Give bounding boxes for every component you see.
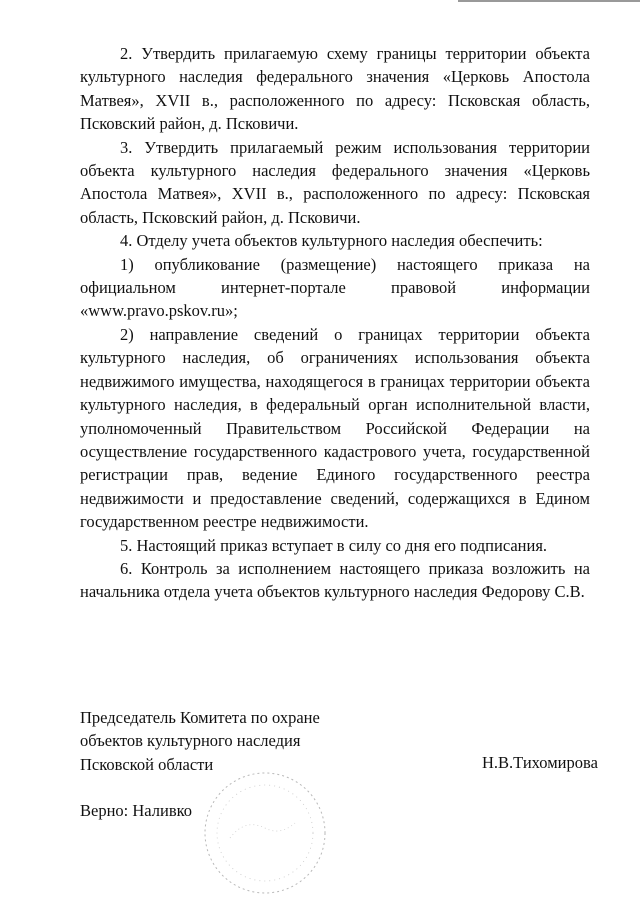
signer-position [80, 706, 320, 776]
certification-note: Верно: Наливко [80, 801, 193, 820]
signer-position-line-1: Председатель Комитета по охране [80, 708, 320, 727]
paragraph-3: 3. Утвердить прилагаемый режим использования территории объекта культурного наследия федерального значения «Церковь Апостола Матвея», XVII в., расположенного по адресу: Псковская область, Псковский район, д. Псковичи. [80, 137, 590, 227]
paragraph-4: 4. Отделу учета объектов культурного наследия обеспечить: [120, 231, 543, 251]
paragraph-5: 5. Настоящий приказ вступает в силу со дня его подписания. [120, 535, 548, 555]
stamp-seal [200, 768, 330, 898]
paragraph-2: 2. Утвердить прилагаемую схему границы территории объекта культурного наследия федерального значения «Церковь Апостола Матвея», XVII в., расположенного по адресу: Псковская область, Псковский район, д. Псковичи. [80, 44, 590, 134]
paragraph-4-item-1: 1) опубликование (размещение) настоящего приказа на официальном интернет-портале правовой информации «www.pravo.pskov.ru»; [80, 254, 590, 321]
paragraph-4-item-2: 2) направление сведений о границах территории объекта культурного наследия, об ограничениях использования объекта недвижимого имущества, находящегося в границах территории объекта культурного наследия, в федеральный орган исполнительной власти, уполномоченный Правительством Российской Федерации на осуществление государственного кадастрового учета, государственной регистрации прав, ведение Единого государственного реестра недвижимости и предоставление сведений, содержащихся в Едином государственном реестре недвижимости. [80, 324, 590, 532]
signer-name: Н.В.Тихомирова [482, 753, 598, 772]
top-rule [458, 0, 640, 2]
signer-position-line-2: объектов культурного наследия [80, 731, 301, 751]
signer-position-line-3: Псковской области [80, 754, 214, 774]
document-body [80, 42, 590, 604]
paragraph-6: 6. Контроль за исполнением настоящего приказа возложить на начальника отдела учета объектов культурного наследия Федорову С.В. [80, 558, 590, 602]
